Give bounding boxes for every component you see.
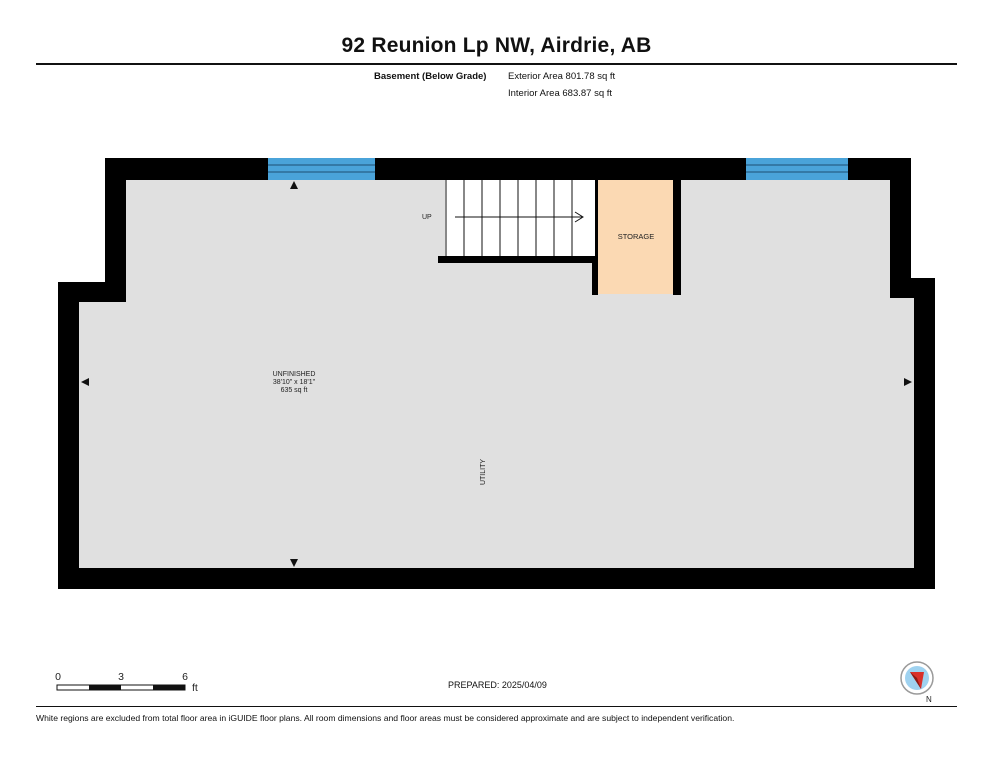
scale-tick-6: 6 [182,671,188,683]
stairs-label: UP [422,214,432,221]
prepared-date: PREPARED: 2025/04/09 [448,680,547,690]
interior-area: Interior Area 683.87 sq ft [508,88,613,99]
room-name: UNFINISHED [272,371,316,378]
scale-bar [55,671,198,694]
scale-tick-3: 3 [118,671,124,683]
plan-title: 92 Reunion Lp NW, Airdrie, AB [341,34,652,57]
window-left [268,158,375,180]
level-name: Basement (Below Grade) [374,71,487,82]
exterior-area: Exterior Area 801.78 sq ft [508,71,616,82]
storage-wall-right [673,180,681,295]
room-dimensions: 38'10" x 18'1" [272,379,316,386]
scale-unit: ft [192,682,198,694]
window-right [746,158,848,180]
stairs [438,180,595,263]
room-area: 635 sq ft [280,387,308,394]
scale-tick-0: 0 [55,671,61,683]
disclaimer: White regions are excluded from total floor area in iGUIDE floor plans. All room dimensions and floor areas must be considered approximate and are subject to independent verification. [36,713,735,723]
storage-label: STORAGE [617,232,655,241]
footer-divider [36,706,957,707]
utility-label: UTILITY [480,458,487,486]
compass-direction: N [926,695,932,704]
compass-icon [901,662,933,704]
